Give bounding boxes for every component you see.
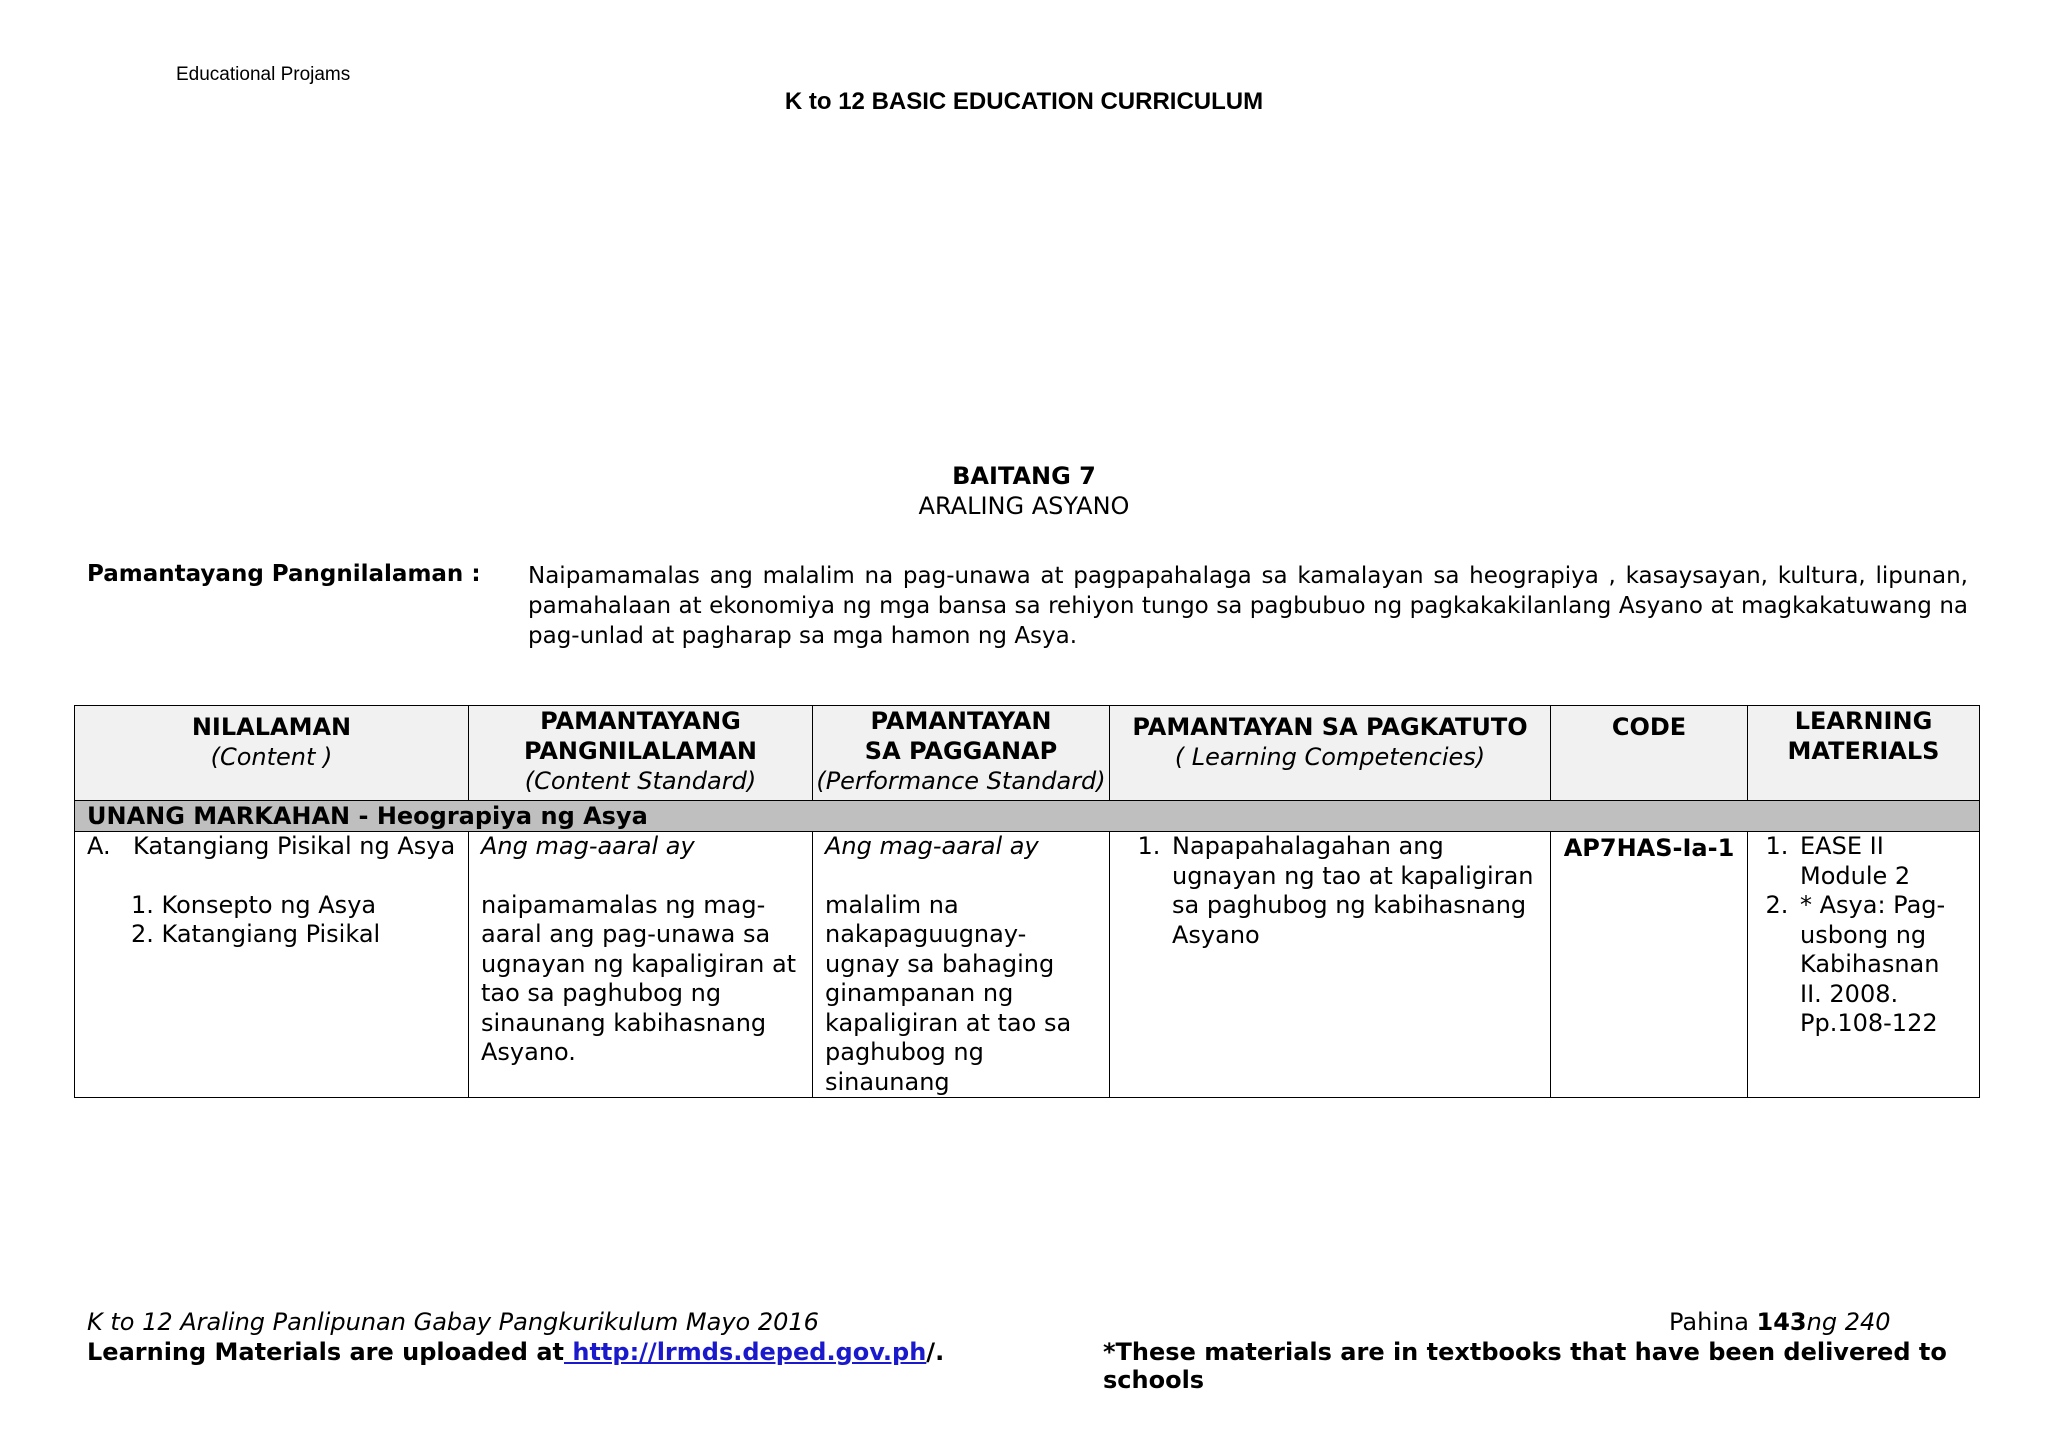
content-sub-item: 2. Katangiang Pisikal [131, 920, 381, 948]
cell-performance-standard [813, 832, 1110, 1098]
page-current: 143 [1756, 1308, 1807, 1336]
footer-guide-title: K to 12 Araling Panlipunan Gabay Pangkurikulum Mayo 2016 [87, 1308, 819, 1336]
content-standard-label: Pamantayang Pangnilalaman : [87, 561, 481, 587]
footer-upload-note [87, 1338, 944, 1366]
header-learning-competencies [1110, 706, 1551, 801]
material-item: 1. EASE II Module 2 [1796, 832, 1967, 891]
lrmds-link[interactable]: http://lrmds.deped.gov.ph [564, 1338, 927, 1366]
curriculum-table [74, 705, 1980, 1098]
content-letter: A. [87, 832, 111, 860]
header-lc-title: PAMANTAYAN SA PAGKATUTO [1132, 713, 1528, 741]
content-main: Katangiang Pisikal ng Asya [133, 832, 456, 860]
cell-learning-competencies [1110, 832, 1551, 1098]
cell-content [75, 832, 469, 1098]
footer-upload-suffix: /. [926, 1338, 945, 1366]
page-prefix: Pahina [1669, 1308, 1757, 1336]
cs-text: naipamamalas ng mag-aaral ang pag-unawa sa ugnayan ng kapaligiran at tao sa paghubog ng sinaunang kabihasnang Asyano. [481, 890, 797, 1066]
header-lm-line2: MATERIALS [1787, 737, 1940, 765]
header-content-title: NILALAMAN [191, 713, 352, 741]
cell-learning-materials [1748, 832, 1980, 1098]
competency-item: 1. Napapahalagahan ang ugnayan ng tao at kapaligiran sa paghubog ng kabihasnang Asyano [1168, 832, 1538, 950]
header-ps-line1: PAMANTAYAN [870, 707, 1052, 735]
materials-list [1760, 832, 1967, 1039]
header-ps-subtitle: (Performance Standard) [816, 767, 1106, 795]
cell-content-standard [469, 832, 813, 1098]
cell-code [1551, 832, 1748, 1098]
subject-title: ARALING ASYANO [918, 492, 1130, 520]
content-sub-item: 1. Konsepto ng Asya [131, 890, 377, 919]
header-performance-standard [813, 706, 1110, 801]
header-content-subtitle: (Content ) [210, 743, 333, 771]
material-item: 2. * Asya: Pag-usbong ng Kabihasnan II. 2008. Pp.108-122 [1796, 891, 1967, 1039]
page-number [1669, 1308, 1891, 1336]
watermark-text: Educational Projams [176, 64, 351, 85]
header-cs-subtitle: (Content Standard) [524, 767, 757, 795]
grade-title: BAITANG 7 [952, 462, 1096, 490]
ps-intro: Ang mag-aaral ay [825, 832, 1039, 860]
header-cs-line1: PAMANTAYANG [540, 707, 741, 735]
ps-text: malalim na nakapaguugnay-ugnay sa bahaging ginampanan ng kapaligiran at tao sa paghubog ng sinaunang [825, 890, 1072, 1096]
footer-materials-note: *These materials are in textbooks that have been delivered to schools [1103, 1338, 1947, 1394]
cs-intro: Ang mag-aaral ay [481, 832, 695, 860]
table-row [75, 832, 1980, 1098]
header-learning-materials [1748, 706, 1980, 801]
content-standard-text: Naipamamalas ang malalim na pag-unawa at pagpapahalaga sa kamalayan sa heograpiya , kasaysayan, kultura, lipunan, pamahalaan at ekonomiya ng mga bansa sa rehiyon tungo sa pagbubuo ng pagkakakilanlang Asyano at magkakatuwang na pag-unlad at pagharap sa mga hamon ng Asya. [528, 563, 1968, 649]
document-title: K to 12 BASIC EDUCATION CURRICULUM [784, 88, 1264, 115]
header-lm-line1: LEARNING [1794, 707, 1933, 735]
header-cs-line2: PANGNILALAMAN [523, 737, 758, 765]
quarter-row [75, 801, 1980, 832]
competency-list [1122, 832, 1538, 950]
header-content [75, 706, 469, 801]
header-code [1551, 706, 1748, 801]
header-lc-subtitle: ( Learning Competencies) [1174, 743, 1486, 771]
header-code-title: CODE [1611, 713, 1687, 741]
page-total: ng 240 [1806, 1308, 1891, 1336]
header-row [75, 706, 1980, 801]
header-content-standard [469, 706, 813, 801]
quarter-label: UNANG MARKAHAN - Heograpiya ng Asya [75, 801, 1980, 832]
competency-code: AP7HAS-Ia-1 [1563, 834, 1735, 862]
header-ps-line2: SA PAGGANAP [864, 737, 1058, 765]
footer-upload-prefix: Learning Materials are uploaded at [87, 1338, 564, 1366]
